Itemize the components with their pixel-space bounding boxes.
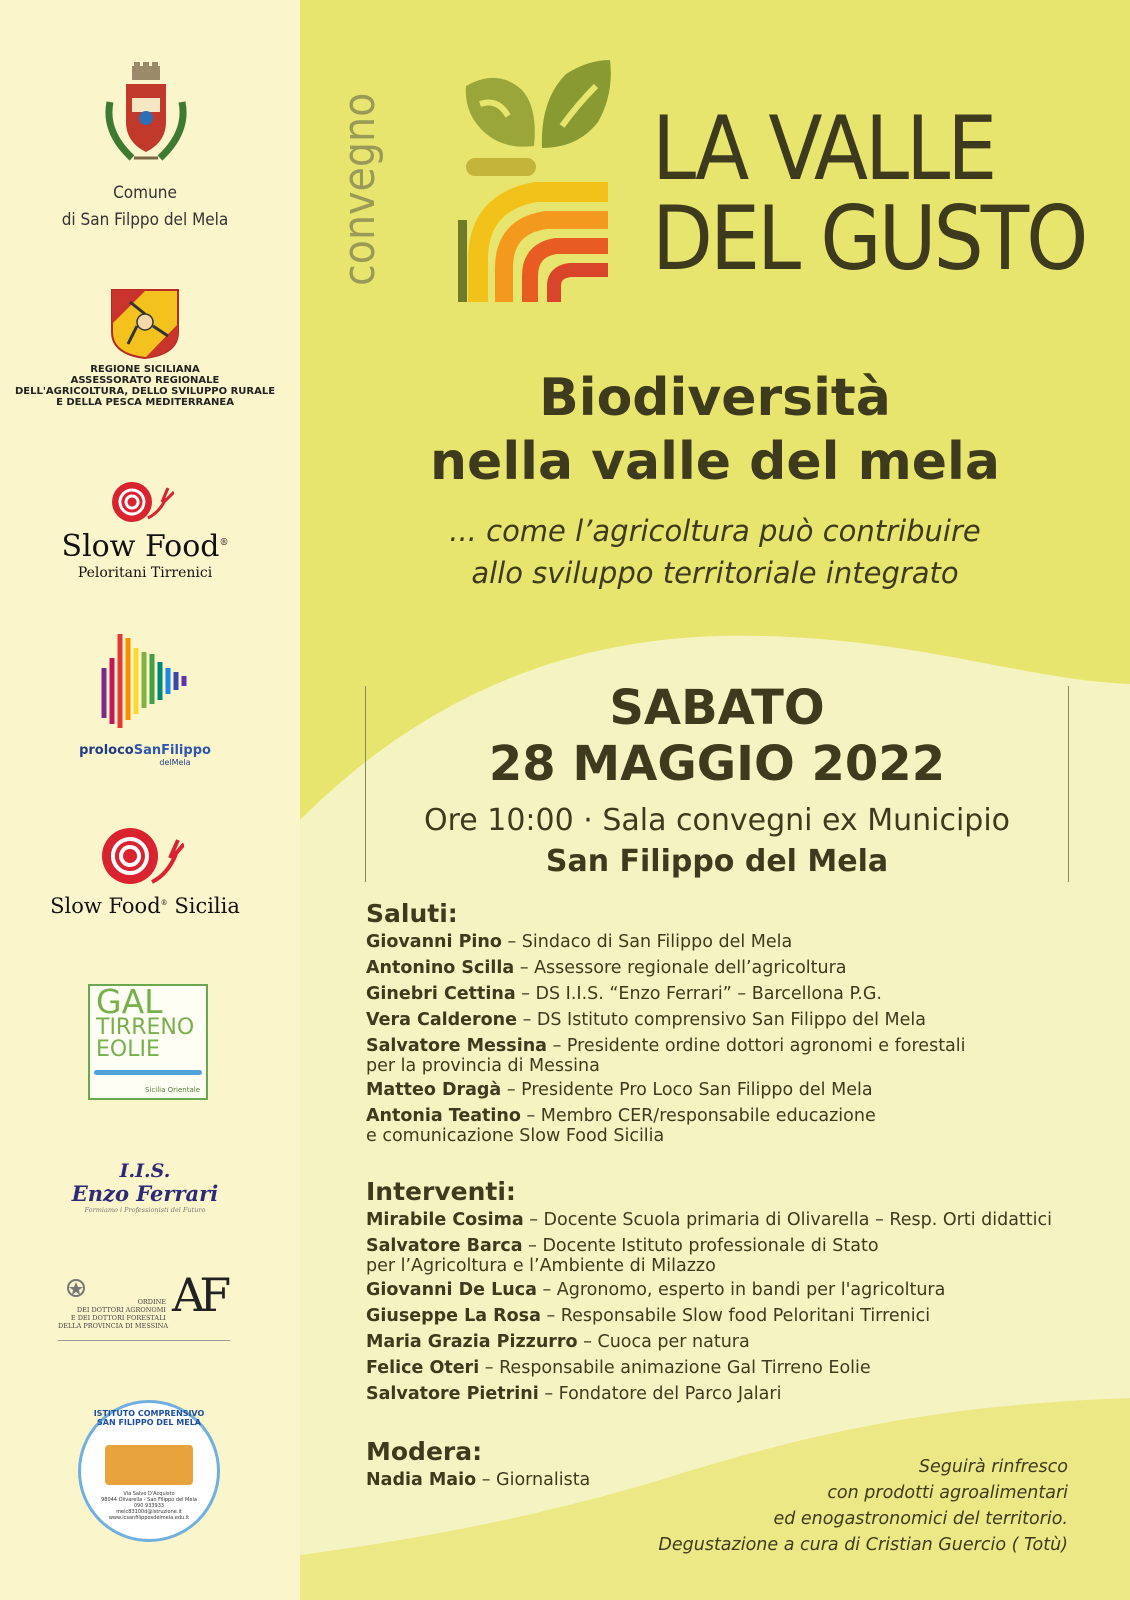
saluti-row [366, 1078, 1106, 1103]
interventi-row [366, 1330, 1106, 1355]
saluti-row [366, 1104, 1106, 1147]
event-day: SABATO [609, 680, 825, 736]
headline-sub1: ... come l’agricoltura può contribuire [449, 514, 981, 548]
modera-heading: Modera: [366, 1437, 483, 1466]
saluti-speaker-name: Matteo Dragà [366, 1080, 502, 1100]
headline-line2: nella valle del mela [430, 432, 1000, 492]
interventi-row [366, 1356, 1106, 1381]
saluti-speaker-role: – Presidente Pro Loco San Filippo del Mela [501, 1080, 873, 1100]
istituto-addr5: www.icsanfilipposdelmela.edu.it [108, 1515, 190, 1521]
interventi-speaker-name: Giuseppe La Rosa [366, 1306, 541, 1326]
event-town: San Filippo del Mela [545, 844, 889, 879]
gal-sub: Sicilia Orientale [145, 1086, 200, 1094]
ordine-divider [58, 1340, 230, 1341]
regione-line2: ASSESSORATO REGIONALE [70, 375, 220, 386]
closing-line1: Seguirà rinfresco [918, 1457, 1068, 1477]
ordine-line4: DELLA PROVINCIA DI MESSINA [58, 1322, 169, 1330]
saluti-speaker-role: – Presidente ordine dottori agronomi e forestali [547, 1036, 966, 1056]
ordine-line1: ORDINE [137, 1298, 166, 1306]
interventi-row [366, 1278, 1106, 1303]
closing-line3: ed enogastronomici del territorio. [773, 1509, 1068, 1529]
saluti-speaker-name: Giovanni Pino [366, 932, 502, 952]
date-right-rule [1068, 686, 1069, 882]
republic-emblem-icon [66, 1278, 86, 1298]
slowfood-peloritani-reg: ® [219, 538, 229, 548]
istituto-addr2: 98044 Olivarella - San Filippo del Mela [101, 1497, 197, 1503]
interventi-speaker-role: – Agronomo, esperto in bandi per l'agricoltura [536, 1280, 946, 1300]
interventi-heading: Interventi: [366, 1177, 516, 1206]
logo-sidebar [0, 0, 300, 1600]
valle-gusto-logo-icon [458, 60, 616, 302]
istituto-logo [78, 1400, 220, 1542]
interventi-speaker-name: Mirabile Cosima [366, 1210, 524, 1230]
istituto-ring-text: ISTITUTO COMPRENSIVO SAN FILIPPO DEL MELA [93, 1409, 205, 1427]
interventi-speaker-role: – Docente Scuola primaria di Olivarella – Resp. Orti didattici [523, 1210, 1052, 1230]
saluti-list [366, 930, 1106, 1147]
saluti-heading: Saluti: [366, 899, 458, 928]
saluti-speaker-role: – Assessore regionale dell’agricoltura [514, 958, 847, 978]
interventi-row [366, 1234, 1106, 1277]
interventi-speaker-role: – Cuoca per natura [577, 1332, 750, 1352]
proloco-sicily-icon [96, 628, 192, 736]
proloco-name-b: SanFilippo [133, 743, 211, 758]
interventi-speaker-name: Salvatore Barca [366, 1236, 523, 1256]
proloco-sub: delMela [159, 758, 191, 767]
saluti-speaker-name: Antonino Scilla [366, 958, 515, 978]
slowfood-sicilia-region: Sicilia [174, 894, 240, 918]
interventi-speaker-role: – Responsabile animazione Gal Tirreno Eolie [479, 1358, 871, 1378]
interventi-speaker-role-cont: per l’Agricoltura e l’Ambiente di Milazzo [366, 1256, 716, 1276]
saluti-section [366, 898, 1106, 1148]
saluti-row [366, 956, 1106, 981]
saluti-speaker-role: – Membro CER/responsabile educazione [520, 1106, 876, 1126]
saluti-row [366, 1008, 1106, 1033]
interventi-speaker-role: – Responsabile Slow food Peloritani Tirrenici [540, 1306, 931, 1326]
interventi-speaker-name: Maria Grazia Pizzurro [366, 1332, 578, 1352]
istituto-addr4: meic83100d@istruzione.it [116, 1509, 182, 1515]
regione-line3: DELL'AGRICOLTURA, DELLO SVILUPPO RURALE [14, 386, 276, 397]
closing-line2: con prodotti agroalimentari [827, 1483, 1068, 1503]
iis-line1: I.I.S. [119, 1160, 171, 1182]
saluti-speaker-role-cont: e comunicazione Slow Food Sicilia [366, 1126, 665, 1146]
regione-shield-icon [110, 288, 180, 360]
interventi-list [366, 1208, 1106, 1407]
istituto-addr1: Via Salvo D'Acquisto [123, 1491, 175, 1497]
saluti-speaker-name: Vera Calderone [366, 1010, 518, 1030]
modera-name: Nadia Maio [366, 1470, 477, 1490]
proloco-name-a: proloco [79, 743, 134, 758]
interventi-speaker-name: Salvatore Pietrini [366, 1384, 539, 1404]
saluti-speaker-role-cont: per la provincia di Messina [366, 1056, 600, 1076]
gal-line1: GAL [96, 982, 163, 1021]
istituto-addr3: 090 933933 [133, 1503, 165, 1509]
regione-line4: E DELLA PESCA MEDITERRANEA [56, 397, 234, 408]
interventi-section [366, 1176, 1106, 1408]
gal-logo [88, 984, 208, 1100]
interventi-speaker-role: – Fondatore del Parco Jalari [538, 1384, 782, 1404]
event-title-line2: DEL GUSTO [652, 187, 1086, 290]
modera-role: – Giornalista [476, 1470, 591, 1490]
comune-name: Comune [113, 183, 177, 203]
headline-sub2: allo sviluppo territoriale integrato [471, 556, 959, 590]
comune-crest-icon [98, 62, 194, 172]
event-title-line1: LA VALLE [652, 97, 995, 200]
slowfood-sicilia-name: Slow Food [50, 894, 161, 918]
comune-subname: di San Filppo del Mela [61, 210, 229, 230]
convegno-label: convegno [334, 92, 385, 286]
event-time-place: Ore 10:00 · Sala convegni ex Municipio [423, 803, 1011, 838]
interventi-row [366, 1208, 1106, 1233]
ordine-line2: DEI DOTTORI AGRONOMI [76, 1306, 166, 1314]
iis-sub: Formiamo i Professionisti del Futuro [84, 1206, 206, 1214]
ordine-mark: AF [172, 1268, 226, 1322]
saluti-speaker-name: Salvatore Messina [366, 1036, 547, 1056]
saluti-speaker-role: – Sindaco di San Filippo del Mela [501, 932, 793, 952]
saluti-speaker-name: Antonia Teatino [366, 1106, 521, 1126]
saluti-speaker-role: – DS I.I.S. “Enzo Ferrari” – Barcellona P.G. [515, 984, 882, 1004]
interventi-speaker-role: – Docente Istituto professionale di Stato [522, 1236, 879, 1256]
slowfood-sicilia-reg: ® [160, 899, 168, 907]
headline-line1: Biodiversità [539, 368, 891, 428]
saluti-row [366, 982, 1106, 1007]
gal-wave [94, 1070, 202, 1075]
interventi-row [366, 1382, 1106, 1407]
iis-line2: Enzo Ferrari [71, 1181, 219, 1206]
gal-line3: EOLIE [96, 1037, 160, 1062]
gal-line2: TIRRENO [96, 1015, 195, 1040]
ordine-line3: E DEI DOTTORI FORESTALI [70, 1314, 166, 1322]
books-icon [105, 1445, 193, 1485]
saluti-row [366, 1034, 1106, 1077]
snail-icon-sicilia [100, 826, 184, 888]
interventi-speaker-name: Giovanni De Luca [366, 1280, 537, 1300]
event-date: 28 MAGGIO 2022 [488, 736, 946, 792]
slowfood-peloritani-sub: Peloritani Tirrenici [77, 565, 213, 581]
saluti-speaker-role: – DS Istituto comprensivo San Filippo del Mela [517, 1010, 926, 1030]
regione-name: REGIONE SICILIANA [90, 364, 200, 375]
interventi-speaker-name: Felice Oteri [366, 1358, 480, 1378]
saluti-speaker-name: Ginebri Cettina [366, 984, 516, 1004]
snail-icon [108, 478, 174, 524]
saluti-row [366, 930, 1106, 955]
interventi-row [366, 1304, 1106, 1329]
slowfood-peloritani-name: Slow Food [61, 529, 220, 564]
closing-line4: Degustazione a cura di Cristian Guercio ( Totù) [658, 1535, 1068, 1555]
